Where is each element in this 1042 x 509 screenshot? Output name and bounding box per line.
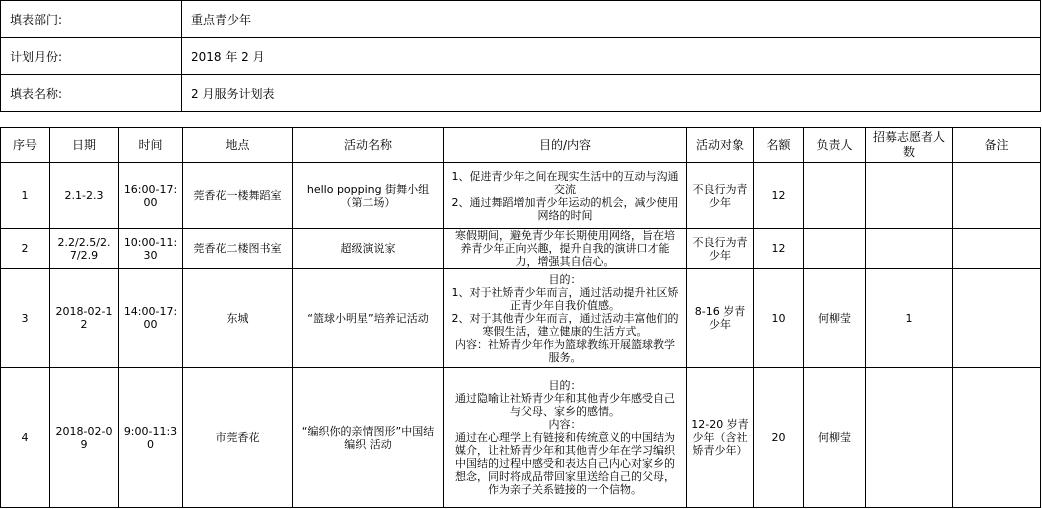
cell-target: 12-20 岁青少年（含社矫青少年） <box>687 368 754 508</box>
cell-place: 莞香花二楼图书室 <box>183 229 293 269</box>
header-place: 地点 <box>183 128 293 163</box>
content-line: 寒假期间，避免青少年长期使用网络，旨在培养青少年正向兴趣，提升自我的演讲口才能力，增强其自信心。 <box>455 229 675 268</box>
cell-target: 不良行为青少年 <box>687 163 754 229</box>
cell-target: 8-16 岁青少年 <box>687 269 754 368</box>
cell-place: 市莞香花 <box>183 368 293 508</box>
cell-leader: 何柳莹 <box>804 368 866 508</box>
cell-quota: 10 <box>754 269 804 368</box>
cell-date: 2018-02-12 <box>50 269 119 368</box>
cell-volunteers: 1 <box>866 269 953 368</box>
cell-no: 2 <box>1 229 50 269</box>
cell-note <box>953 229 1041 269</box>
info-table <box>0 0 1041 112</box>
info-value-name: 2 月服务计划表 <box>182 75 1041 112</box>
cell-time: 14:00-17:00 <box>119 269 183 368</box>
cell-content <box>444 163 687 229</box>
cell-quota: 20 <box>754 368 804 508</box>
table-header-row <box>1 128 1041 163</box>
cell-no: 1 <box>1 163 50 229</box>
table-row <box>1 368 1041 508</box>
header-note: 备注 <box>953 128 1041 163</box>
content-line: 2、对于其他青少年而言，通过活动丰富他们的寒假生活，建立健康的生活方式。 <box>451 311 679 338</box>
cell-no: 3 <box>1 269 50 368</box>
cell-content <box>444 269 687 368</box>
cell-content <box>444 368 687 508</box>
cell-activity-name: “篮球小明星”培养记活动 <box>293 269 444 368</box>
cell-leader <box>804 163 866 229</box>
info-value-month: 2018 年 2 月 <box>182 38 1041 75</box>
header-leader: 负责人 <box>804 128 866 163</box>
cell-quota: 12 <box>754 163 804 229</box>
cell-date: 2.2/2.5/2.7/2.9 <box>50 229 119 269</box>
header-content: 目的/内容 <box>444 128 687 163</box>
cell-volunteers <box>866 229 953 269</box>
content-line: 目的： <box>548 379 582 392</box>
header-activity-name: 活动名称 <box>293 128 444 163</box>
cell-note <box>953 163 1041 229</box>
info-value-department: 重点青少年 <box>182 1 1041 38</box>
header-date: 日期 <box>50 128 119 163</box>
content-line: 内容： <box>548 418 582 431</box>
header-no: 序号 <box>1 128 50 163</box>
cell-activity-name: hello popping 街舞小组（第二场） <box>293 163 444 229</box>
info-row-department <box>1 1 1041 38</box>
cell-place: 莞香花一楼舞蹈室 <box>183 163 293 229</box>
table-row <box>1 163 1041 229</box>
cell-place: 东城 <box>183 269 293 368</box>
cell-note <box>953 269 1041 368</box>
content-line: 1、促进青少年之间在现实生活中的互动与沟通交流 <box>451 169 679 196</box>
info-row-month <box>1 38 1041 75</box>
info-label-name: 填表名称: <box>1 75 182 112</box>
cell-time: 10:00-11:30 <box>119 229 183 269</box>
cell-activity-name: 超级演说家 <box>293 229 444 269</box>
cell-date: 2018-02-09 <box>50 368 119 508</box>
header-target: 活动对象 <box>687 128 754 163</box>
table-row <box>1 269 1041 368</box>
content-line: 1、对于社矫青少年而言，通过活动提升社区矫正青少年自我价值感。 <box>451 285 679 312</box>
cell-time: 16:00-17:00 <box>119 163 183 229</box>
table-row <box>1 229 1041 269</box>
cell-note <box>953 368 1041 508</box>
cell-no: 4 <box>1 368 50 508</box>
cell-time: 9:00-11:30 <box>119 368 183 508</box>
service-plan-table <box>0 127 1041 508</box>
cell-volunteers <box>866 163 953 229</box>
header-volunteers: 招募志愿者人数 <box>866 128 953 163</box>
cell-leader: 何柳莹 <box>804 269 866 368</box>
content-line: 2、通过舞蹈增加青少年运动的机会，减少使用网络的时间 <box>451 195 679 222</box>
content-line: 内容：社矫青少年作为篮球教练开展篮球教学服务。 <box>455 337 675 364</box>
cell-activity-name: “编织你的亲情图形”中国结编织 活动 <box>293 368 444 508</box>
content-line: 通过在心理学上有链接和传统意义的中国结为媒介，让社矫青少年和其他青少年在学习编织中国结的过程中感受和表达自己内心对家乡的想念，同时将成品带回家里送给自己的父母，作为亲子关系链接的一个信物。 <box>455 431 675 496</box>
cell-volunteers <box>866 368 953 508</box>
cell-target: 不良行为青少年 <box>687 229 754 269</box>
info-label-month: 计划月份: <box>1 38 182 75</box>
info-label-department: 填表部门: <box>1 1 182 38</box>
cell-leader <box>804 229 866 269</box>
info-row-name <box>1 75 1041 112</box>
cell-quota: 12 <box>754 229 804 269</box>
header-time: 时间 <box>119 128 183 163</box>
content-line: 通过隐喻让社矫青少年和其他青少年感受自己与父母、家乡的感情。 <box>455 392 675 418</box>
cell-date: 2.1-2.3 <box>50 163 119 229</box>
content-line: 目的： <box>548 272 582 286</box>
cell-content <box>444 229 687 269</box>
header-quota: 名额 <box>754 128 804 163</box>
